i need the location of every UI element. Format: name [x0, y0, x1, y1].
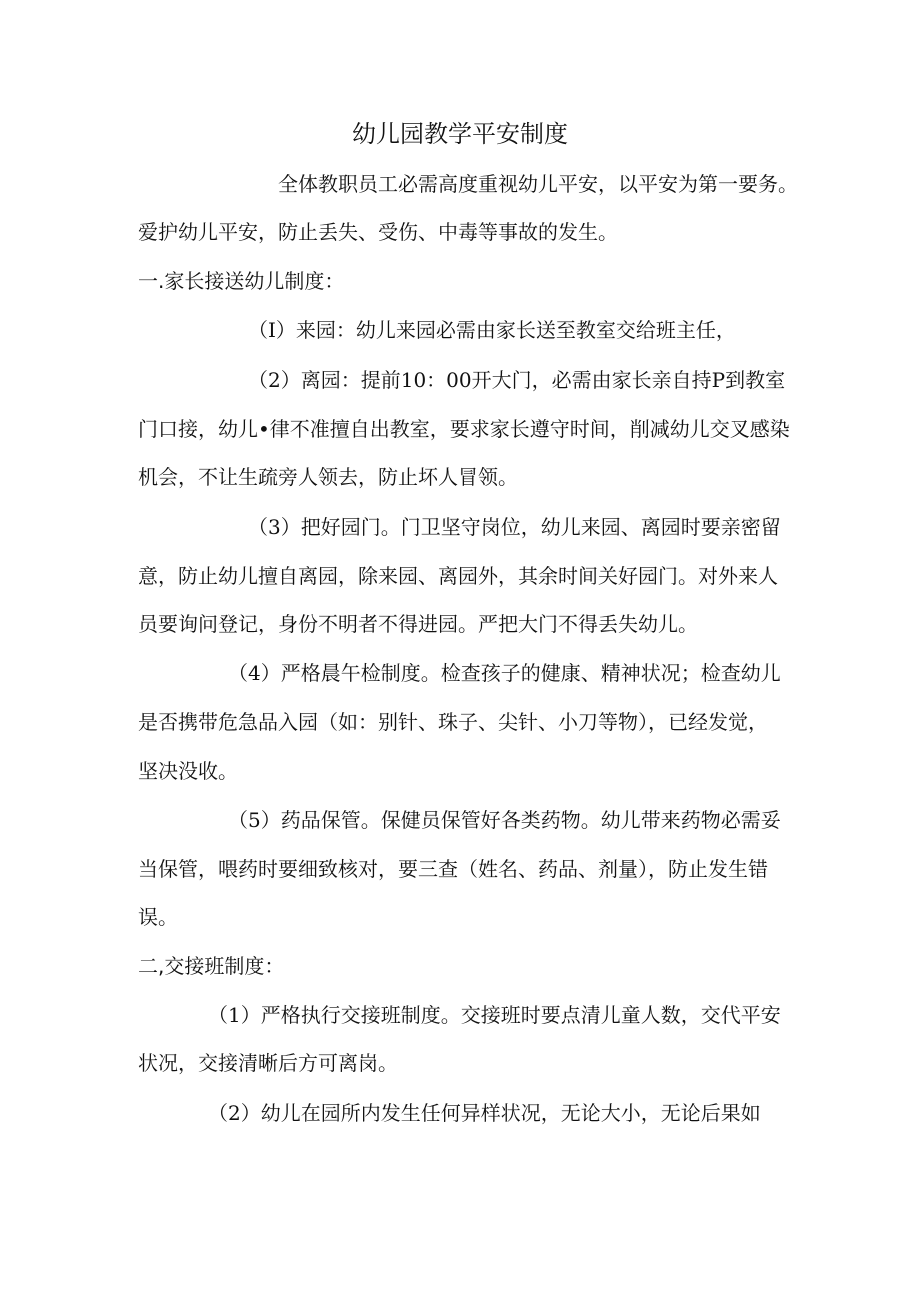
intro-line: 爱护幼儿平安，防止丢失、受伤、中毒等事故的发生。 [138, 220, 618, 244]
section2-item2-line: （2）幼儿在园所内发生任何异样状况，无论大小，无论后果如 [208, 1101, 761, 1125]
section1-item3-line: （3）把好园门。门卫坚守岗位，幼儿来园、离园时要亲密留 [248, 515, 781, 539]
section1-item2-line: 门口接，幼儿•律不准擅自出教室，要求家长遵守时间，削减幼儿交叉感染 [138, 417, 790, 441]
section1-item1-line: （I）来园：幼儿来园必需由家长送至教室交给班主任， [248, 318, 736, 342]
section1-item4-line: 是否携带危急品入园（如：别针、珠子、尖针、小刀等物），已经发觉， [138, 710, 768, 734]
section1-item3-line: 员要询问登记，身份不明者不得进园。严把大门不得丢失幼儿。 [138, 612, 698, 636]
section2-item1-line: 状况，交接清晰后方可离岗。 [138, 1051, 398, 1075]
section-heading-2: 二,交接班制度： [138, 954, 285, 978]
section-heading-1: 一.家长接送幼儿制度： [138, 269, 345, 293]
section1-item3-line: 意，防止幼儿擅自离园，除来园、离园外，其余时间关好园门。对外来人 [138, 564, 778, 588]
document-title: 幼儿园教学平安制度 [352, 120, 568, 148]
section1-item5-line: 当保管，喂药时要细致核对，要三查（姓名、药品、剂量），防止发生错 [138, 857, 768, 881]
section1-item4-line: （4）严格晨午检制度。检查孩子的健康、精神状况；检查幼儿 [228, 661, 781, 685]
section1-item2-line: 机会，不让生疏旁人领去，防止坏人冒领。 [138, 465, 518, 489]
section1-item5-line: （5）药品保管。保健员保管好各类药物。幼儿带来药物必需妥 [228, 808, 781, 832]
intro-line: 全体教职员工必需高度重视幼儿平安，以平安为第一要务。 [278, 172, 798, 196]
section1-item2-line: （2）离园：提前10：00开大门，必需由家长亲自持P到教室 [248, 368, 786, 392]
section1-item4-line: 坚决没收。 [138, 759, 238, 783]
section2-item1-line: （1）严格执行交接班制度。交接班时要点清儿童人数，交代平安 [208, 1003, 781, 1027]
section1-item5-line: 误。 [138, 905, 178, 929]
